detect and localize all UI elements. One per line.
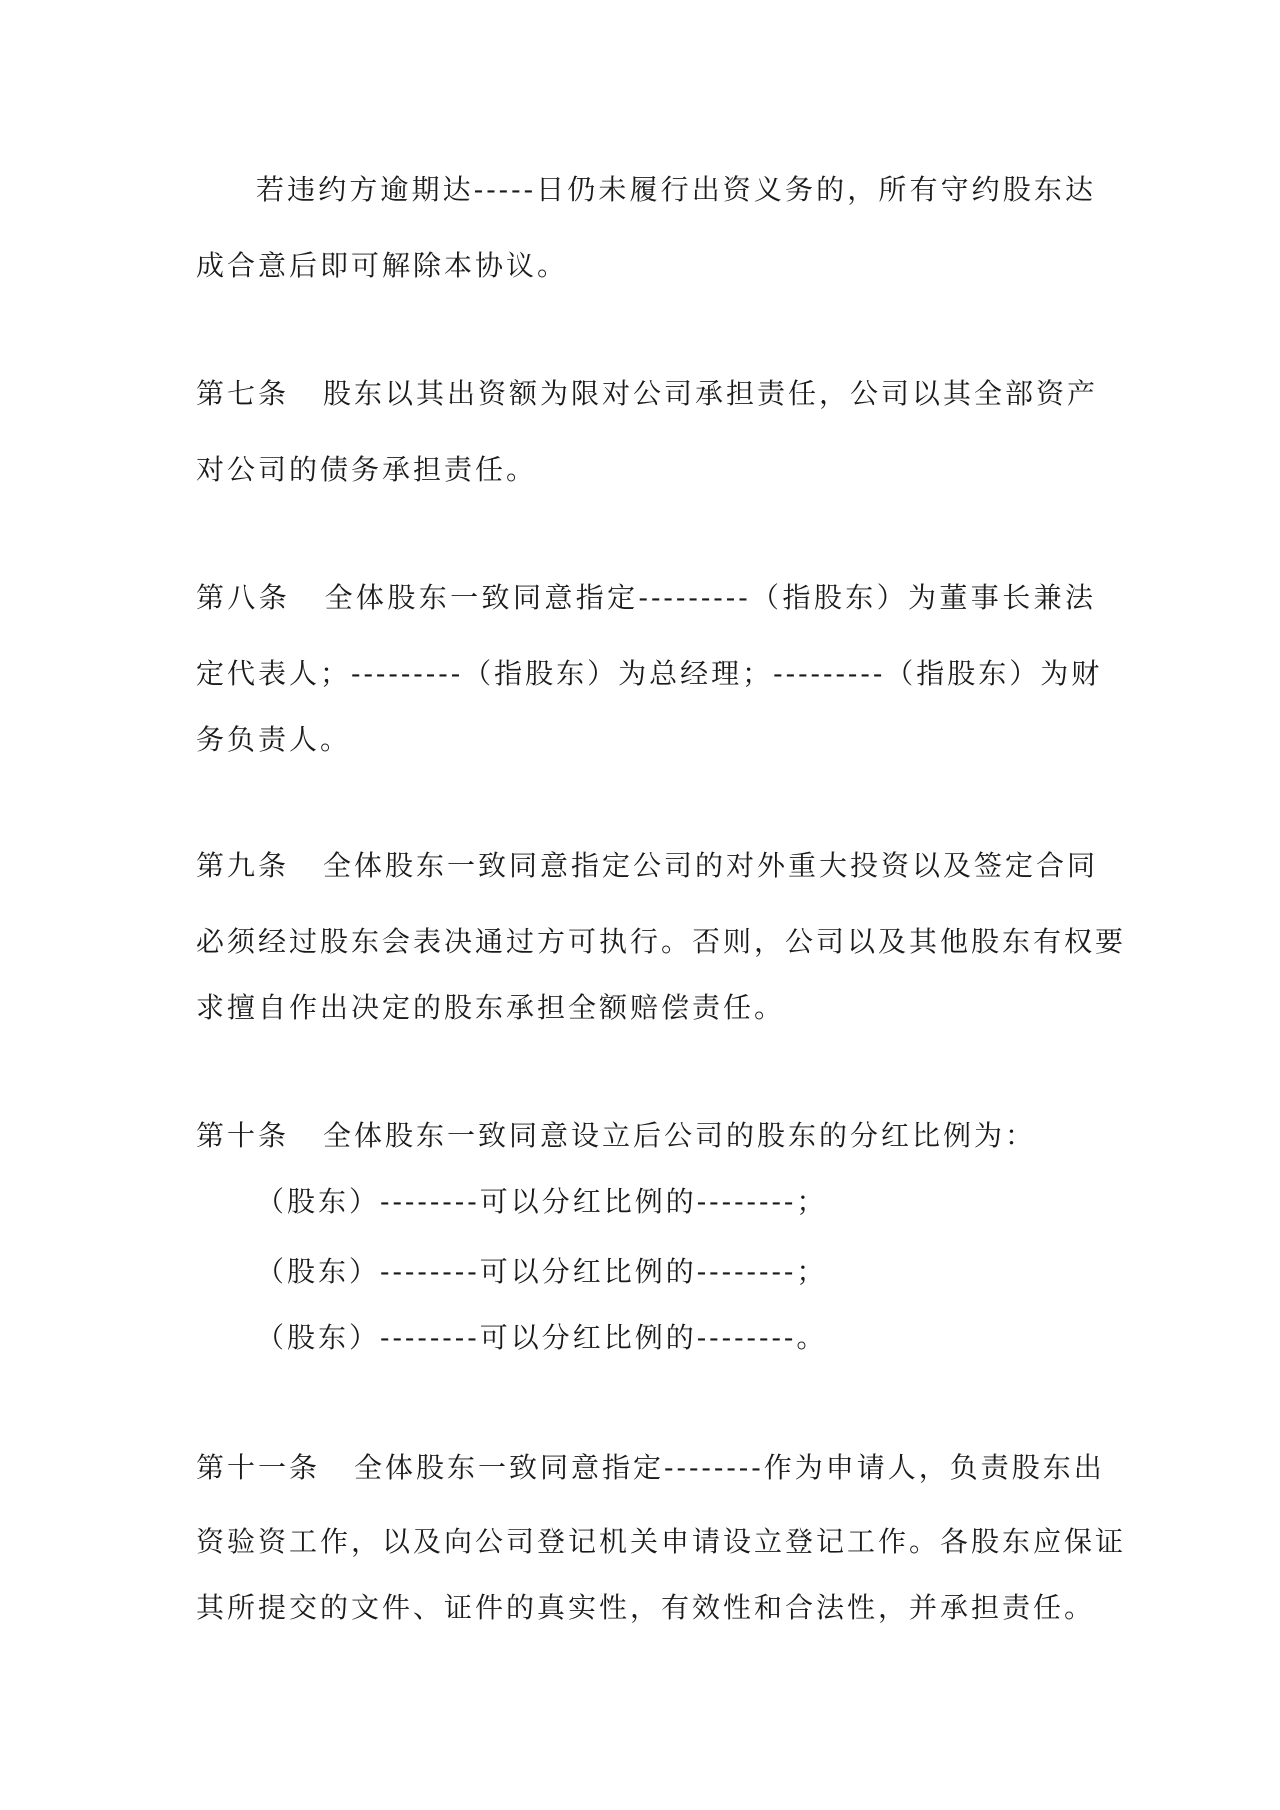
article10-line1: [196, 1116, 1096, 1156]
article8-line1: [196, 578, 1096, 618]
article8-line3: 务负责人。: [196, 723, 352, 756]
article10-text: 全体股东一致同意设立后公司的股东的分红比例为：: [323, 1119, 1037, 1152]
article10-item-3: （股东）--------可以分红比例的--------。: [256, 1321, 828, 1354]
article7-label: 第七条: [196, 377, 290, 410]
para6-line2: 成合意后即可解除本协议。: [196, 249, 569, 282]
article7-line2: 对公司的债务承担责任。: [196, 453, 538, 486]
article8-text: 全体股东一致同意指定---------（指股东）为董事长兼法: [324, 581, 1096, 614]
article11-text: 全体股东一致同意指定--------作为申请人，负责股东出: [354, 1451, 1105, 1484]
article8-line2: 定代表人；---------（指股东）为总经理；---------（指股东）为财: [196, 657, 1103, 690]
article11-line2: 资验资工作，以及向公司登记机关申请设立登记工作。各股东应保证: [196, 1525, 1127, 1558]
article8-label: 第八条: [196, 581, 291, 614]
article10-label: 第十条: [196, 1119, 290, 1152]
article9-line2: 必须经过股东会表决通过方可执行。否则，公司以及其他股东有权要: [196, 925, 1127, 958]
article9-label: 第九条: [196, 849, 290, 882]
article10-item-1: （股东）--------可以分红比例的--------；: [256, 1185, 828, 1218]
article11-label: 第十一条: [196, 1451, 321, 1484]
article9-line3: 求擅自作出决定的股东承担全额赔偿责任。: [196, 991, 786, 1024]
article10-item-2: （股东）--------可以分红比例的--------；: [256, 1255, 828, 1288]
article7-text: 股东以其出资额为限对公司承担责任，公司以其全部资产: [323, 377, 1099, 410]
article7-line1: [196, 374, 1099, 414]
article9-text: 全体股东一致同意指定公司的对外重大投资以及签定合同: [323, 849, 1099, 882]
article9-line1: [196, 846, 1099, 886]
para6-line1: 若违约方逾期达-----日仍未履行出资义务的，所有守约股东达: [256, 173, 1096, 206]
article11-line3: 其所提交的文件、证件的真实性，有效性和合法性，并承担责任。: [196, 1591, 1096, 1624]
article11-line1: [196, 1448, 1105, 1488]
